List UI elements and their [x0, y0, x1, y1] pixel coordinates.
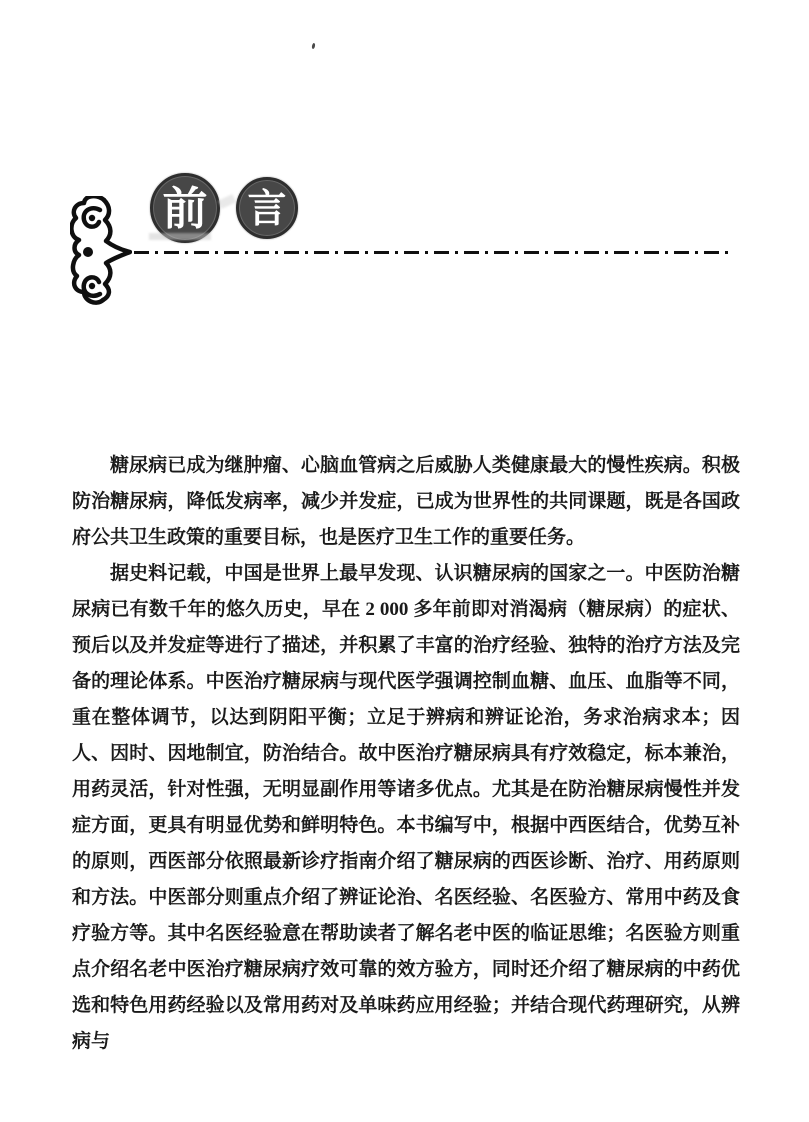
print-smudge: [149, 233, 211, 240]
title-char-qian: 前: [162, 183, 208, 234]
preface-paragraph-1: 糖尿病已成为继肿瘤、心脑血管病之后威胁人类健康最大的慢性疾病。积极防治糖尿病，降低发病率，减少并发症，已成为世界性的共同课题，既是各国政府公共卫生政策的重要目标，也是医疗卫生工作的重要任务。: [72, 455, 740, 548]
title-badge-yan: [236, 177, 298, 239]
dash-dot-divider: [132, 249, 732, 256]
ruyi-cloud-icon: [70, 196, 132, 308]
scan-speck: [311, 43, 315, 49]
preface-paragraph-2: 据史料记载，中国是世界上最早发现、认识糖尿病的国家之一。中医防治糖尿病已有数千年的悠久历史，早在 2 000 多年前即对消渴病（糖尿病）的症状、预后以及并发症等进行了描述，并积累了丰富的治疗经验、独特的治疗方法及完备的理论体系。中医治疗糖尿病与现代医学强调控制血糖、血压、血脂等不同，重在整体调节，以达到阴阳平衡；立足于辨病和辨证论治，务求治病求本；因人、因时、因地制宜，防治结合。故中医治疗糖尿病具有疗效稳定，标本兼治，用药灵活，针对性强，无明显副作用等诸多优点。尤其是在防治糖尿病慢性并发症方面，更具有明显优势和鲜明特色。本书编写中，根据中西医结合，优势互补的原则，西医部分依照最新诊疗指南介绍了糖尿病的西医诊断、治疗、用药原则和方法。中医部分则重点介绍了辨证论治、名医经验、名医验方、常用中药及食疗验方等。其中名医经验意在帮助读者了解名老中医的临证思维；名医验方则重点介绍名老中医治疗糖尿病疗效可靠的效方验方，同时还介绍了糖尿病的中药优选和特色用药经验以及常用药对及单味药应用经验；并结合现代药理研究，从辨病与: [72, 563, 740, 1052]
print-smudge: [218, 194, 236, 209]
preface-body: [72, 448, 740, 1060]
title-char-yan: 言: [247, 187, 287, 231]
